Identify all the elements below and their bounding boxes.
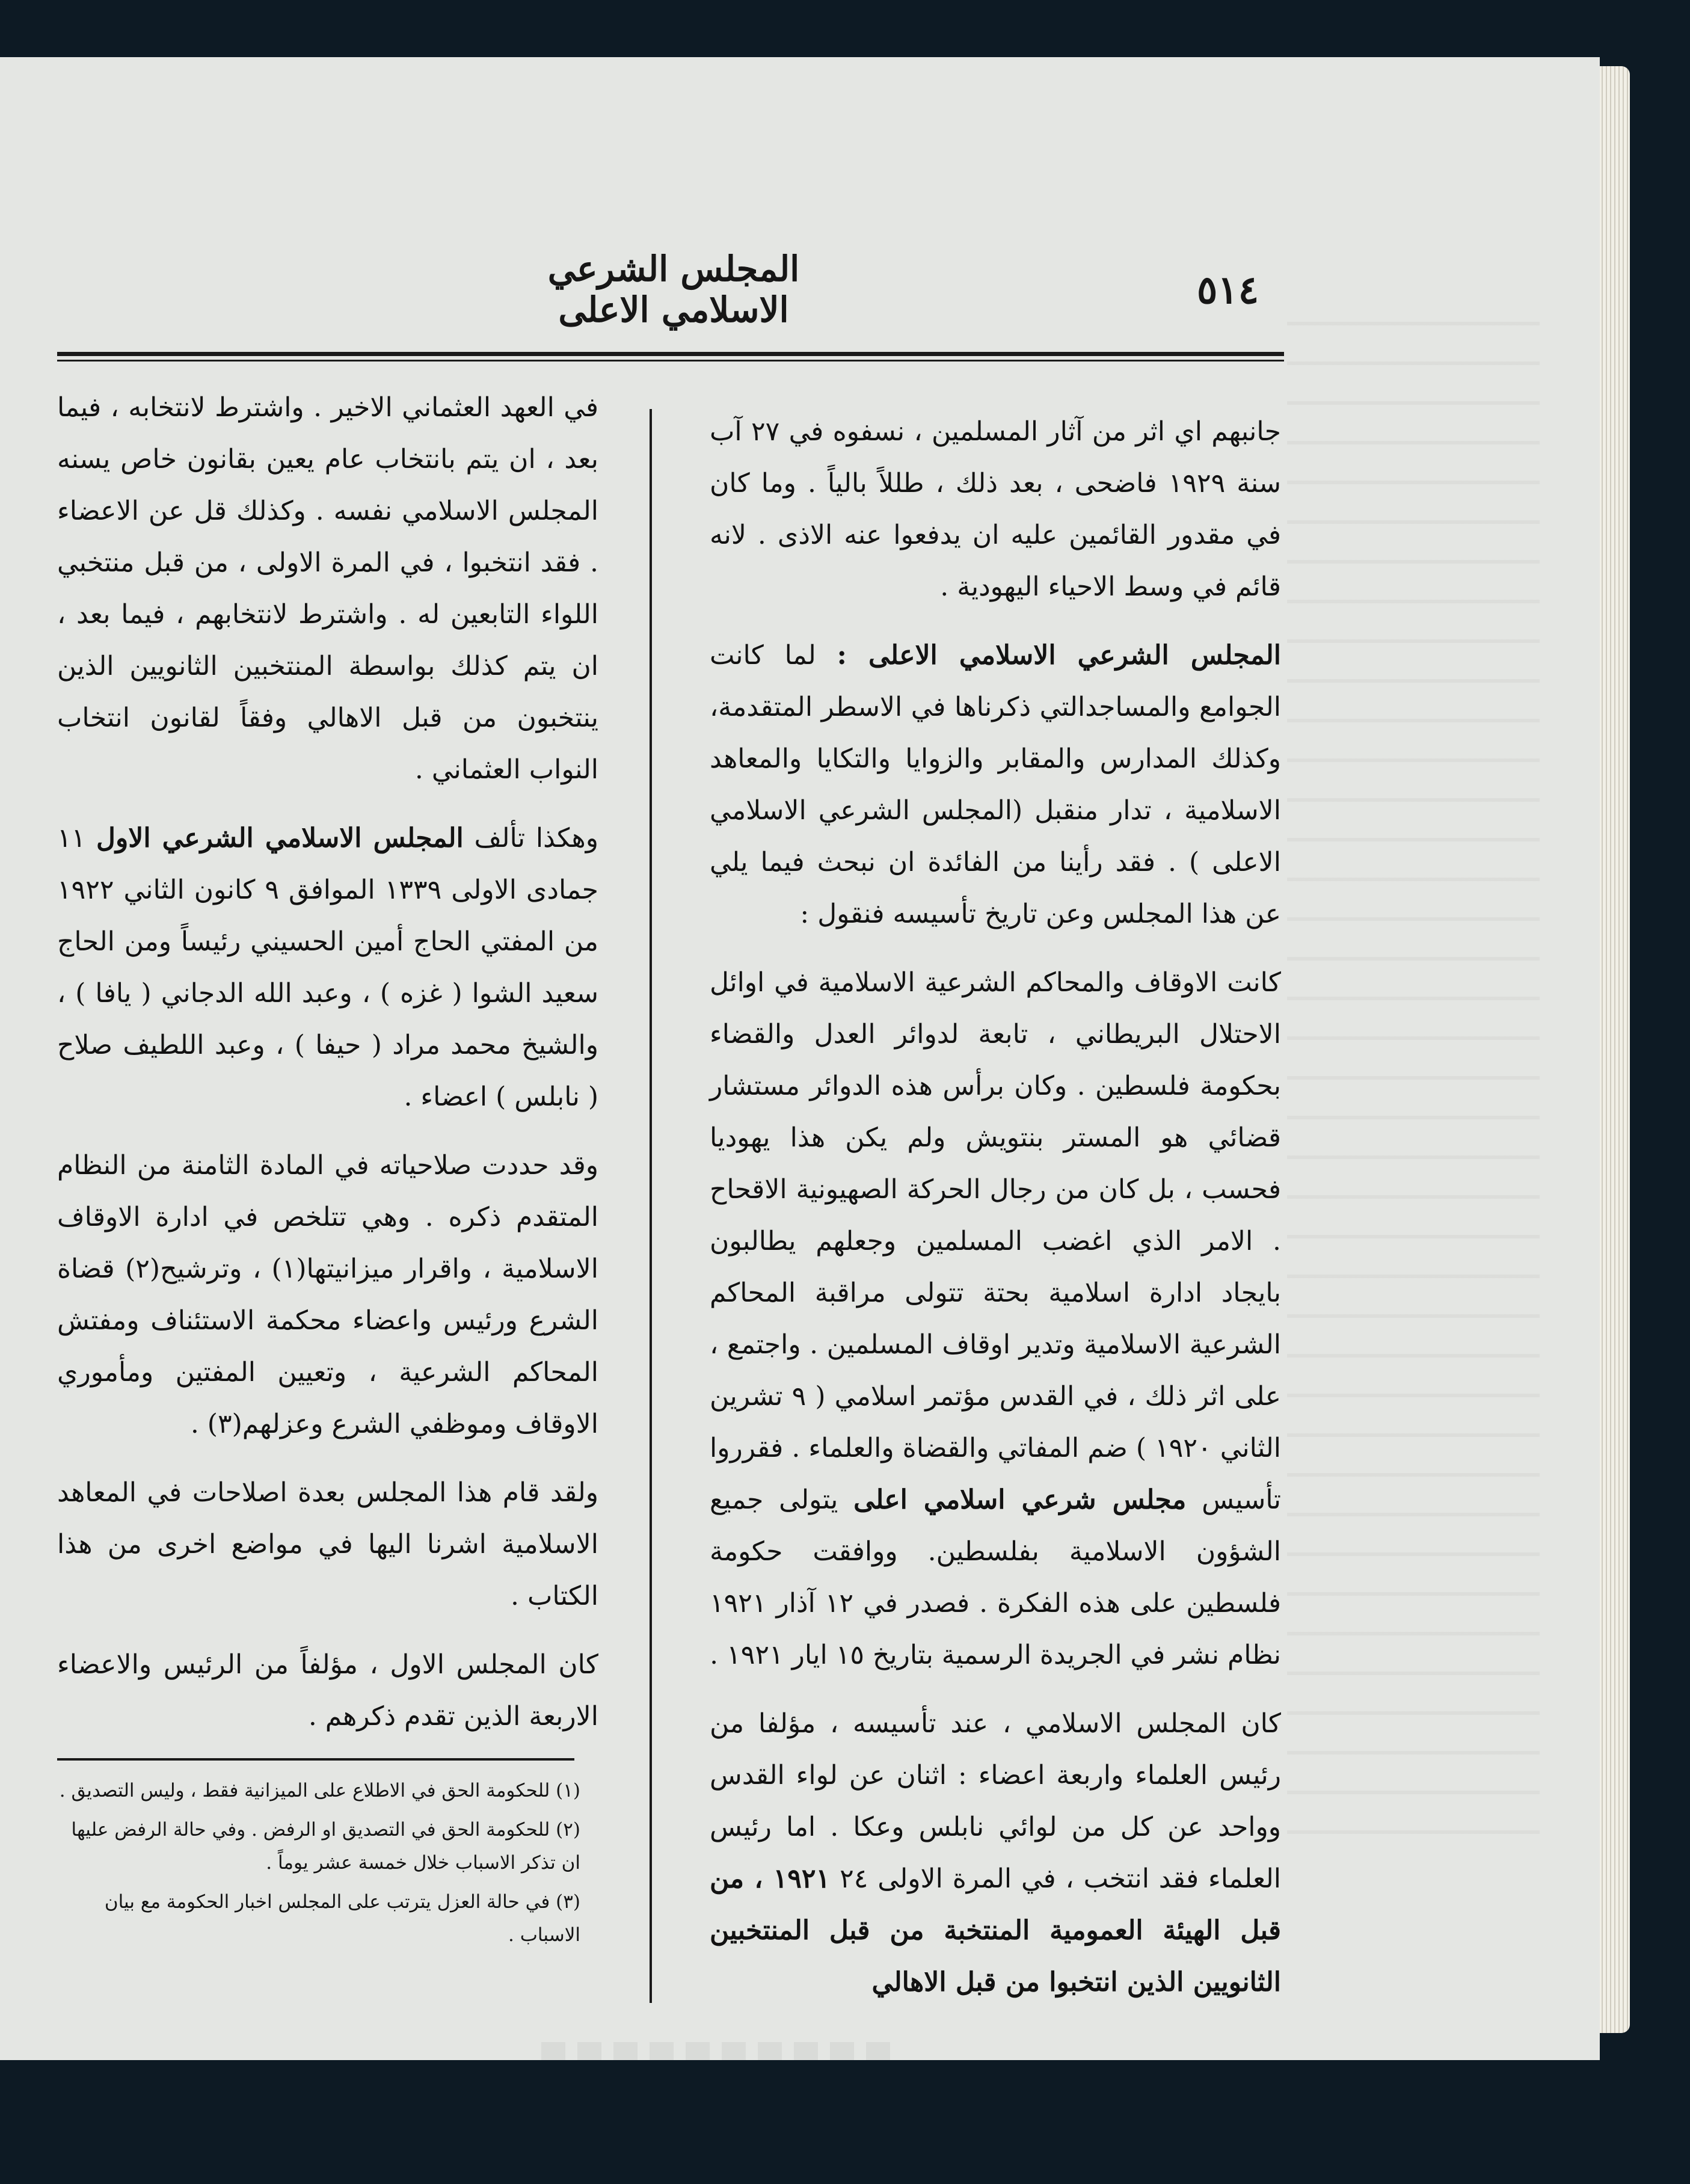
running-title: المجلس الشرعي الاسلامي الاعلى bbox=[547, 248, 800, 330]
bold-phrase: ١٩٢١ ، من قبل الهيئة العمومية المنتخبة من قبل المنتخبين الثانويين الذين انتخبوا من قبل الاهالي bbox=[710, 1863, 1281, 1998]
column-divider bbox=[650, 409, 652, 2003]
paragraph-text: كانت الاوقاف والمحاكم الشرعية الاسلامية في اوائل الاحتلال البريطاني ، تابعة لدوائر العدل والقضاء بحكومة فلسطين . وكان برأس هذه الدوائر مستشار قضائي هو المستر بنتويش ولم يكن هذا يهوديا فحسب ، بل كان من رجال الحركة الصهيونية الاقحاح . الامر الذي اغضب المسلمين وجعلهم يطالبون بايجاد ادارة اسلامية بحتة تتولى مراقبة المحاكم الشرعية الاسلامية وتدير اوقاف المسلمين . واجتمع ، على اثر ذلك ، في القدس مؤتمر اسلامي ( ٩ تشرين الثاني ١٩٢٠ ) ضم المفاتي والقضاة والعلماء . فقرروا تأسيس bbox=[710, 967, 1281, 1515]
header-rule bbox=[57, 352, 1284, 356]
paragraph: وقد حددت صلاحياته في المادة الثامنة من النظام المتقدم ذكره . وهي تتلخص في ادارة الاوقاف الاسلامية ، واقرار ميزانيتها(١) ، وترشيح(٢) قضاة الشرع ورئيس واعضاء محكمة الاستئناف ومفتش المحاكم الشرعية ، وتعيين المفتين ومأموري الاوقاف وموظفي الشرع وعزلهم(٣) . bbox=[57, 1150, 598, 1439]
paragraph bbox=[710, 957, 1281, 1681]
footnote: (١) للحكومة الحق في الاطلاع على الميزانية فقط ، وليس التصديق . bbox=[59, 1780, 580, 1801]
paragraph: في العهد العثماني الاخير . واشترط لانتخابه ، فيما بعد ، ان يتم بانتخاب عام يعين بقانون خاص يسنه المجلس الاسلامي نفسه . وكذلك قل عن الاعضاء . فقد انتخبوا ، في المرة الاولى ، من قبل منتخبي اللواء التابعين له . واشترط لانتخابهم ، فيما بعد ، ان يتم كذلك بواسطة المنتخبين الثانويين الذين ينتخبون من قبل الاهالي وفقاً لقانون انتخاب النواب العثماني . bbox=[57, 392, 598, 785]
footnotes bbox=[57, 1774, 580, 1958]
paragraph-text: وهكذا تألف bbox=[463, 823, 598, 854]
page-number: ٥١٤ bbox=[1197, 268, 1259, 313]
paragraph: ولقد قام هذا المجلس بعدة اصلاحات في المعاهد الاسلامية اشرنا اليها في مواضع اخرى من هذا الكتاب . bbox=[57, 1477, 598, 1611]
paragraph-text: ١١ جمادى الاولى ١٣٣٩ الموافق ٩ كانون الثاني ١٩٢٢ من المفتي الحاج أمين الحسيني رئيساً ومن الحاج سعيد الشوا ( غزه ) ، وعبد الله الدجاني ( يافا ) ، والشيخ محمد مراد ( حيفا ) ، وعبد اللطيف صلاح ( نابلس ) اعضاء . bbox=[57, 823, 598, 1112]
footnote: (٣) في حالة العزل يترتب على المجلس اخبار الحكومة مع بيان الاسباب . bbox=[104, 1891, 580, 1946]
right-column bbox=[710, 406, 1281, 2025]
footnote: (٢) للحكومة الحق في التصديق او الرفض . وفي حالة الرفض عليها ان تذكر الاسباب خلال خمسة عشر يوماً . bbox=[71, 1819, 580, 1874]
bold-phrase: مجلس شرعي اسلامي اعلى bbox=[853, 1484, 1187, 1515]
bleed-through bbox=[1287, 286, 1540, 1850]
book-page bbox=[0, 57, 1600, 2060]
paragraph: كان المجلس الاول ، مؤلفاً من الرئيس والاعضاء الاربعة الذين تقدم ذكرهم . bbox=[57, 1649, 598, 1732]
bold-phrase: المجلس الاسلامي الشرعي الاول bbox=[96, 823, 464, 854]
section-heading: المجلس الشرعي الاسلامي الاعلى : bbox=[837, 640, 1281, 671]
footnote-rule bbox=[57, 1758, 574, 1761]
paragraph-text: كان المجلس الاسلامي ، عند تأسيسه ، مؤلفا من رئيس العلماء واربعة اعضاء : اثنان عن لواء القدس وواحد عن كل من لوائي نابلس وعكا . اما رئيس العلماء فقد انتخب ، في المرة الاولى ٢٤ bbox=[710, 1708, 1281, 1894]
paragraph bbox=[710, 630, 1281, 940]
paragraph-text: لما كانت الجوامع والمساجدالتي ذكرناها في الاسطر المتقدمة، وكذلك المدارس والمقابر والزوايا والتكايا والمعاهد الاسلامية ، تدار منقبل (المجلس الشرعي الاسلامي الاعلى ) . فقد رأينا من الفائدة ان نبحث فيما يلي عن هذا المجلس وعن تاريخ تأسيسه فنقول : bbox=[710, 640, 1281, 929]
bleed-through-bottom bbox=[541, 2042, 902, 2060]
paragraph-text: يتولى جميع الشؤون الاسلامية بفلسطين. ووافقت حكومة فلسطين على هذه الفكرة . فصدر في ١٢ آذار ١٩٢١ نظام نشر في الجريدة الرسمية بتاريخ ١٥ ايار ١٩٢١ . bbox=[710, 1484, 1281, 1670]
header-rule-thin bbox=[57, 360, 1284, 361]
paragraph bbox=[710, 1698, 1281, 2008]
paragraph: جانبهم اي اثر من آثار المسلمين ، نسفوه في ٢٧ آب سنة ١٩٢٩ فاضحى ، بعد ذلك ، طللاً بالياً . وما كان في مقدور القائمين عليه ان يدفعوا عنه الاذى . لانه قائم في وسط الاحياء اليهودية . bbox=[710, 416, 1282, 602]
left-column bbox=[57, 382, 598, 1759]
paragraph bbox=[57, 813, 598, 1123]
